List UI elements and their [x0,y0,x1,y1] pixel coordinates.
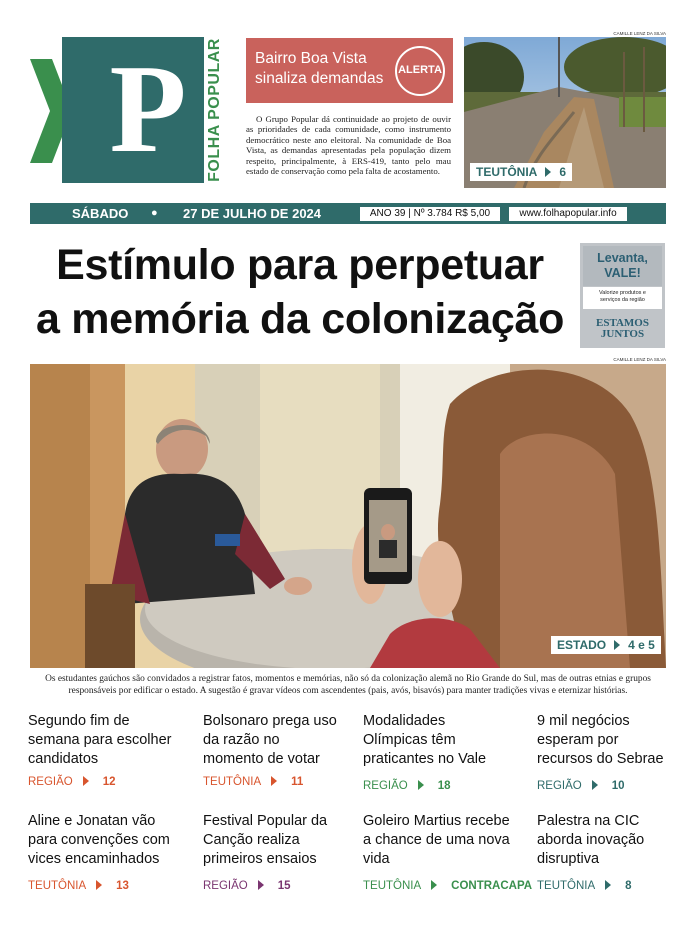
edition-info: ANO 39 | Nº 3.784 R$ 5,00 [360,207,500,221]
section-name: REGIÃO [203,880,248,892]
page-number: 18 [437,780,451,792]
logo-letter: P [109,40,187,179]
story-title[interactable]: 9 mil negócios esperam por recursos do Sebrae [537,713,664,767]
page-number: 10 [611,780,625,792]
arrow-icon [96,880,102,890]
photo-caption: Os estudantes gaúchos são convidados a registrar fatos, momentos e memórias, não só da colonização alemã no Rio Grande do Sul, mas de outras etnias e grupos responsáveis por edificar o estado. A sugestão é gravar vídeos com ascendentes (pais, avós, bisavós) para manter tradições vivas e eternizar histórias. [45,674,651,696]
arrow-icon [605,880,611,890]
alert-title[interactable]: Bairro Boa Vista sinaliza demandas [255,50,384,87]
top-photo-ref-tag[interactable]: TEUTÔNIA 6 [470,163,572,181]
top-photo [464,37,666,188]
story-title[interactable]: Festival Popular da Canção realiza primeiros ensaios [203,813,328,867]
page-number: 15 [277,880,291,892]
paper-name: FOLHA POPULAR [206,38,223,182]
section-name: TEUTÔNIA [28,880,87,892]
page-number: 13 [116,880,129,892]
page-number: 8 [625,880,632,892]
section-name: TEUTÔNIA [203,776,262,788]
arrow-icon [431,880,437,890]
section-name: REGIÃO [363,780,408,792]
section-name: REGIÃO [28,776,73,788]
headline-line-1: Estímulo para perpetuar [56,241,544,289]
alert-badge: ALERTA [395,46,445,96]
arrow-icon [258,880,264,890]
story-section-tag[interactable] [537,779,625,793]
main-headline[interactable] [30,238,570,346]
website-link[interactable]: www.folhapopular.info [509,207,627,221]
story-title[interactable]: Aline e Jonatan vão para convenções com vices encaminhados [28,813,170,867]
alert-lead-text: O Grupo Popular dá continuidade ao projeto de ouvir as prioridades de cada comunidade, como instrumento democrático neste ano eleitoral. Na comunidade de Boa Vista, as demandas apresentadas pela população dizem respeito, principalmente, à ERS-419, tanto pelo mau estado de conservação como pela falta de acostamento. [246,114,451,177]
section-name: TEUTÔNIA [363,880,422,892]
story-section-tag[interactable] [28,879,129,893]
arrow-icon [592,780,598,790]
page-number: CONTRACAPA [451,880,533,892]
promo-title: Levanta, VALE! [583,246,662,286]
story-section-tag[interactable] [537,879,632,893]
story-section-tag[interactable] [203,879,291,893]
page-number: 11 [291,776,304,788]
arrow-icon [418,780,424,790]
issue-date: 27 DE JULHO DE 2024 [183,206,322,221]
arrow-icon [83,776,89,786]
arrow-icon [545,167,551,177]
main-photo [30,364,666,668]
page-number: 12 [102,776,116,788]
story-title[interactable]: Modalidades Olímpicas têm praticantes no Vale [363,713,487,767]
photo-credit: CAMILLE LENZ DA SILVA [613,31,666,36]
story-title[interactable]: Palestra na CIC aborda inovação disruptiva [537,813,645,867]
story-section-tag[interactable] [363,879,532,893]
promo-footer: ESTAMOS JUNTOS [596,317,649,340]
story-section-tag[interactable] [203,775,303,789]
section-name: REGIÃO [537,780,582,792]
story-section-tag[interactable] [363,779,451,793]
arrow-icon [271,776,277,786]
story-title[interactable]: Goleiro Martius recebe a chance de uma nova vida [363,813,510,867]
promo-subtitle: Valorize produtos e serviços da região [583,287,662,309]
headline-line-2: a memória da colonização [35,295,565,343]
story-title[interactable]: Bolsonaro prega uso da razão no momento de votar [203,713,337,767]
section-name: TEUTÔNIA [537,880,596,892]
arrow-icon [614,640,620,650]
main-photo-ref-tag[interactable]: ESTADO 4 e 5 [551,636,661,654]
main-photo-credit: CAMILLE LENZ DA SILVA [613,357,666,362]
story-section-tag[interactable] [28,775,116,789]
story-title[interactable]: Segundo fim de semana para escolher candidatos [28,713,172,767]
bullet-icon: ● [151,207,158,219]
day-of-week: SÁBADO [72,206,129,221]
